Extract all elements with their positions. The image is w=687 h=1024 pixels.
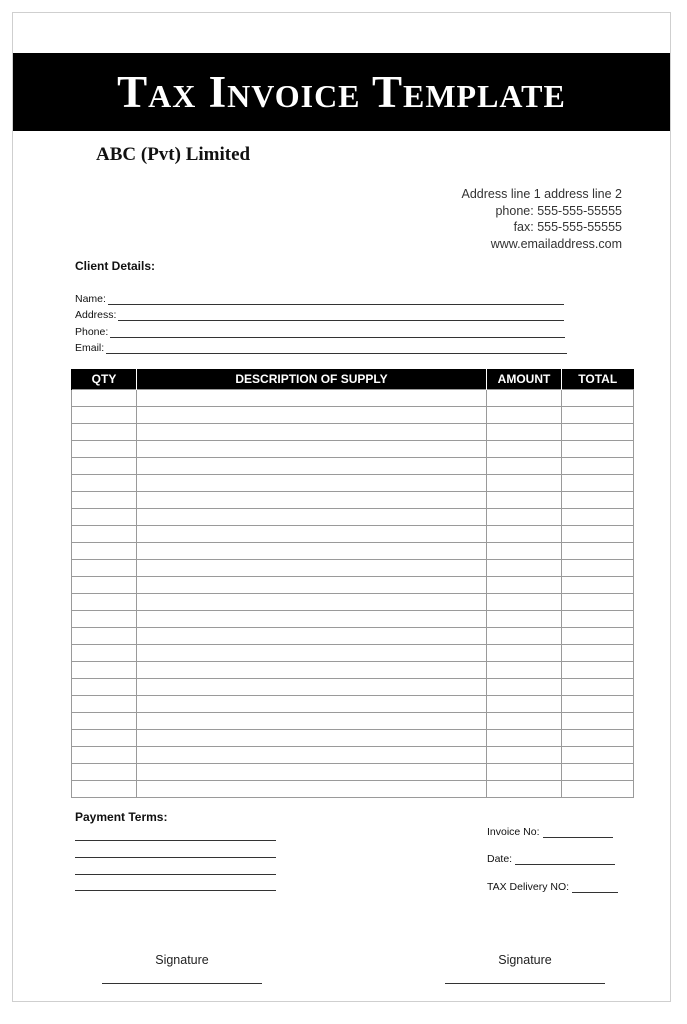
- table-cell[interactable]: [137, 390, 487, 407]
- table-cell[interactable]: [72, 713, 137, 730]
- client-name-label: Name:: [75, 292, 106, 305]
- table-cell[interactable]: [72, 611, 137, 628]
- payment-terms-line[interactable]: [75, 874, 276, 875]
- table-cell[interactable]: [72, 475, 137, 492]
- table-cell[interactable]: [562, 526, 634, 543]
- client-phone-field[interactable]: [75, 321, 567, 338]
- table-cell[interactable]: [487, 577, 562, 594]
- page-title: Tax Invoice Template: [117, 67, 566, 117]
- table-cell[interactable]: [487, 390, 562, 407]
- table-row: [72, 441, 634, 458]
- table-row: [72, 730, 634, 747]
- table-cell[interactable]: [487, 594, 562, 611]
- table-cell[interactable]: [562, 696, 634, 713]
- table-row: [72, 475, 634, 492]
- date-field[interactable]: [487, 853, 615, 865]
- invoice-page: [12, 12, 671, 1002]
- table-row: [72, 764, 634, 781]
- table-cell[interactable]: [72, 764, 137, 781]
- table-cell[interactable]: [72, 747, 137, 764]
- table-row: [72, 509, 634, 526]
- table-cell[interactable]: [137, 475, 487, 492]
- table-cell[interactable]: [72, 679, 137, 696]
- table-row: [72, 407, 634, 424]
- company-address-block: [461, 186, 622, 252]
- client-email-field[interactable]: [75, 338, 567, 355]
- table-cell[interactable]: [487, 441, 562, 458]
- table-cell[interactable]: [137, 594, 487, 611]
- table-row: [72, 492, 634, 509]
- table-cell[interactable]: [137, 526, 487, 543]
- table-cell[interactable]: [72, 543, 137, 560]
- table-cell[interactable]: [562, 424, 634, 441]
- invoice-no-label: Invoice No:: [487, 826, 540, 838]
- table-cell[interactable]: [72, 407, 137, 424]
- table-cell[interactable]: [487, 713, 562, 730]
- table-cell[interactable]: [562, 594, 634, 611]
- phone-line: phone: 555-555-55555: [495, 203, 622, 218]
- table-cell[interactable]: [487, 645, 562, 662]
- table-cell[interactable]: [562, 492, 634, 509]
- tax-delivery-field[interactable]: [487, 881, 618, 893]
- table-cell[interactable]: [562, 679, 634, 696]
- date-label: Date:: [487, 853, 513, 865]
- table-cell[interactable]: [137, 407, 487, 424]
- table-cell[interactable]: [487, 509, 562, 526]
- table-cell[interactable]: [562, 730, 634, 747]
- column-header-description: DESCRIPTION OF SUPPLY: [137, 369, 487, 390]
- client-email-label: Email:: [75, 342, 105, 354]
- table-cell[interactable]: [487, 696, 562, 713]
- signature-line-left[interactable]: [102, 983, 262, 984]
- table-header-row: [72, 369, 634, 390]
- payment-terms-line[interactable]: [75, 840, 276, 841]
- column-header-amount: AMOUNT: [487, 369, 562, 390]
- table-cell[interactable]: [487, 764, 562, 781]
- tax-delivery-line[interactable]: [572, 882, 618, 893]
- table-cell[interactable]: [562, 458, 634, 475]
- table-cell[interactable]: [72, 594, 137, 611]
- table-cell[interactable]: [562, 747, 634, 764]
- table-cell[interactable]: [137, 781, 487, 798]
- column-header-total: TOTAL: [562, 369, 634, 390]
- table-row: [72, 713, 634, 730]
- table-cell[interactable]: [562, 611, 634, 628]
- invoice-no-line[interactable]: [543, 827, 613, 838]
- table-cell[interactable]: [487, 543, 562, 560]
- table-cell[interactable]: [487, 492, 562, 509]
- table-cell[interactable]: [137, 747, 487, 764]
- table-cell[interactable]: [137, 764, 487, 781]
- table-cell[interactable]: [72, 424, 137, 441]
- table-cell[interactable]: [562, 441, 634, 458]
- table-row: [72, 679, 634, 696]
- tax-delivery-label: TAX Delivery NO:: [487, 881, 570, 893]
- table-cell[interactable]: [137, 577, 487, 594]
- table-row: [72, 747, 634, 764]
- table-cell[interactable]: [72, 662, 137, 679]
- table-cell[interactable]: [72, 390, 137, 407]
- table-cell[interactable]: [487, 458, 562, 475]
- table-cell[interactable]: [137, 543, 487, 560]
- date-line[interactable]: [515, 854, 615, 865]
- table-cell[interactable]: [72, 781, 137, 798]
- company-name: ABC (Pvt) Limited: [96, 144, 251, 165]
- table-cell[interactable]: [487, 730, 562, 747]
- client-email-line[interactable]: [106, 343, 567, 354]
- table-row: [72, 611, 634, 628]
- table-row: [72, 526, 634, 543]
- table-row: [72, 645, 634, 662]
- client-details-heading: Client Details:: [75, 259, 156, 273]
- table-cell[interactable]: [562, 781, 634, 798]
- signature-line-right[interactable]: [445, 983, 605, 984]
- table-cell[interactable]: [562, 577, 634, 594]
- client-name-field[interactable]: [75, 288, 567, 305]
- table-cell[interactable]: [562, 509, 634, 526]
- table-cell[interactable]: [487, 781, 562, 798]
- table-cell[interactable]: [137, 560, 487, 577]
- table-cell[interactable]: [487, 526, 562, 543]
- table-cell[interactable]: [137, 696, 487, 713]
- table-cell[interactable]: [72, 696, 137, 713]
- table-cell[interactable]: [72, 526, 137, 543]
- table-cell[interactable]: [562, 543, 634, 560]
- client-address-label: Address:: [75, 309, 117, 321]
- signature-label-right: Signature: [498, 953, 552, 967]
- table-cell[interactable]: [72, 730, 137, 747]
- table-cell[interactable]: [137, 679, 487, 696]
- table-cell[interactable]: [487, 424, 562, 441]
- table-cell[interactable]: [137, 662, 487, 679]
- table-cell[interactable]: [487, 407, 562, 424]
- table-cell[interactable]: [72, 441, 137, 458]
- client-address-line[interactable]: [118, 310, 564, 321]
- table-cell[interactable]: [487, 747, 562, 764]
- table-cell[interactable]: [562, 645, 634, 662]
- invoice-no-field[interactable]: [487, 826, 613, 838]
- table-row: [72, 628, 634, 645]
- table-cell[interactable]: [487, 475, 562, 492]
- web-line: www.emailaddress.com: [490, 236, 622, 251]
- payment-terms-heading: Payment Terms:: [75, 810, 168, 824]
- table-row: [72, 424, 634, 441]
- table-cell[interactable]: [72, 628, 137, 645]
- signature-label-left: Signature: [155, 953, 209, 967]
- client-name-line[interactable]: [108, 294, 564, 305]
- table-cell[interactable]: [72, 645, 137, 662]
- table-cell[interactable]: [487, 662, 562, 679]
- table-cell[interactable]: [137, 645, 487, 662]
- table-cell[interactable]: [137, 713, 487, 730]
- table-cell[interactable]: [487, 560, 562, 577]
- table-row: [72, 390, 634, 407]
- address-line: Address line 1 address line 2: [461, 187, 622, 201]
- table-cell[interactable]: [137, 730, 487, 747]
- table-row: [72, 696, 634, 713]
- table-cell[interactable]: [562, 390, 634, 407]
- payment-terms-line[interactable]: [75, 890, 276, 891]
- table-cell[interactable]: [137, 492, 487, 509]
- column-header-qty: QTY: [72, 369, 137, 390]
- table-row: [72, 594, 634, 611]
- table-cell[interactable]: [72, 492, 137, 509]
- table-cell[interactable]: [72, 509, 137, 526]
- table-cell[interactable]: [137, 458, 487, 475]
- table-row: [72, 458, 634, 475]
- table-cell[interactable]: [562, 628, 634, 645]
- table-cell[interactable]: [137, 509, 487, 526]
- table-row: [72, 560, 634, 577]
- table-cell[interactable]: [562, 407, 634, 424]
- table-cell[interactable]: [72, 458, 137, 475]
- client-fields: [75, 288, 567, 354]
- table-row: [72, 543, 634, 560]
- payment-terms-line[interactable]: [75, 857, 276, 858]
- fax-line: fax: 555-555-55555: [513, 220, 622, 234]
- client-phone-line[interactable]: [110, 327, 565, 338]
- table-cell[interactable]: [562, 662, 634, 679]
- items-table: [71, 369, 634, 798]
- table-cell[interactable]: [137, 628, 487, 645]
- table-row: [72, 781, 634, 798]
- table-cell[interactable]: [72, 560, 137, 577]
- client-address-field[interactable]: [75, 305, 567, 322]
- table-cell[interactable]: [562, 713, 634, 730]
- table-cell[interactable]: [487, 611, 562, 628]
- table-cell[interactable]: [72, 577, 137, 594]
- table-row: [72, 662, 634, 679]
- title-banner: [13, 53, 670, 131]
- client-phone-label: Phone:: [75, 325, 109, 338]
- table-cell[interactable]: [137, 611, 487, 628]
- table-cell[interactable]: [562, 475, 634, 492]
- table-cell[interactable]: [487, 628, 562, 645]
- table-cell[interactable]: [562, 764, 634, 781]
- table-cell[interactable]: [562, 560, 634, 577]
- table-cell[interactable]: [137, 441, 487, 458]
- table-cell[interactable]: [487, 679, 562, 696]
- table-row: [72, 577, 634, 594]
- table-body: [72, 390, 634, 798]
- table-cell[interactable]: [137, 424, 487, 441]
